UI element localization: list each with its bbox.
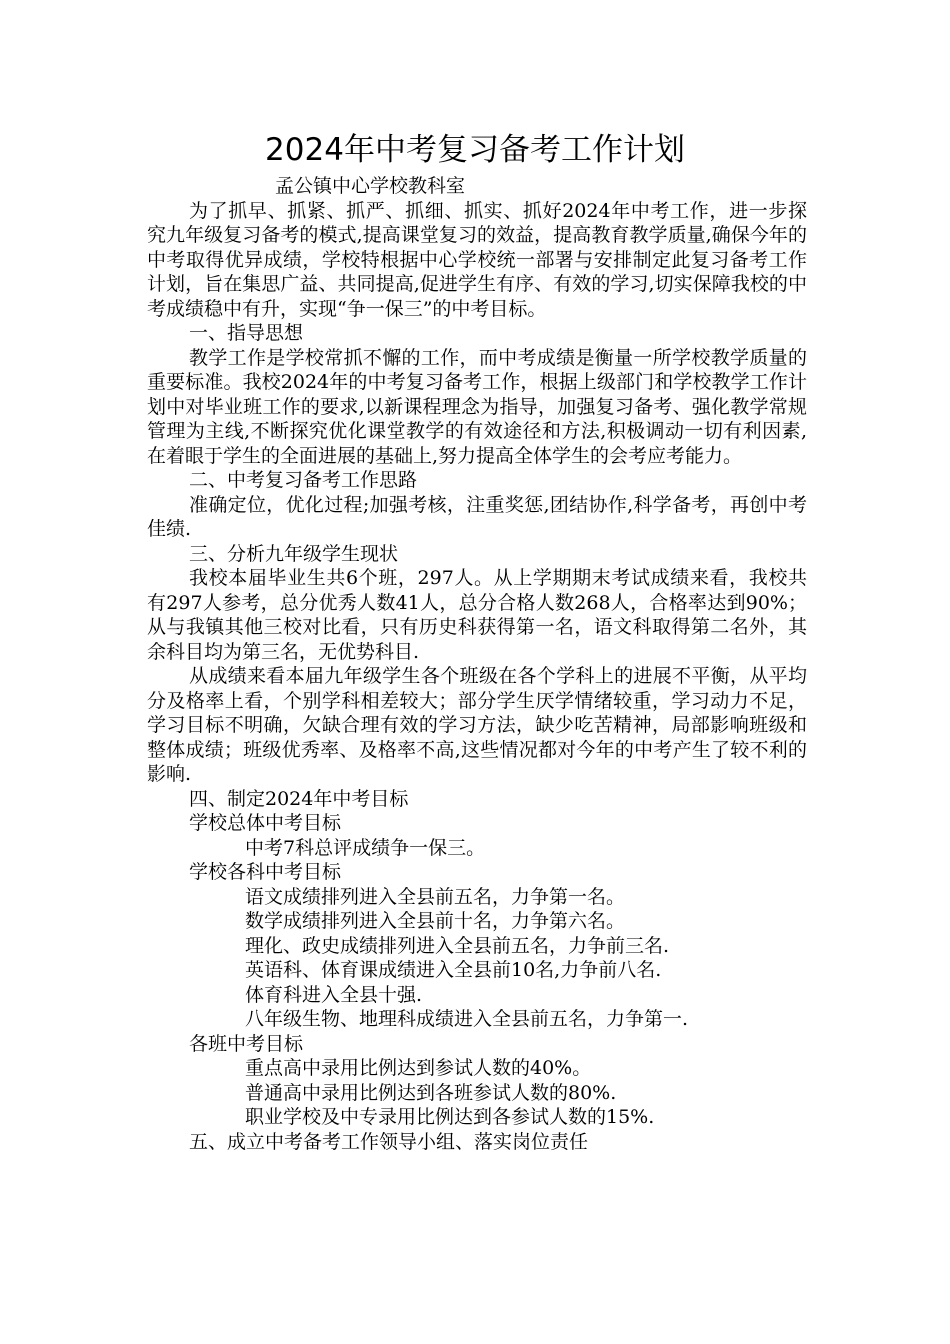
section-heading-work-approach: 二、中考复习备考工作思路	[189, 469, 418, 491]
guiding-ideology-paragraph: 教学工作是学校常抓不懈的工作，而中考成绩是衡量一所学校教学质量的重要标准。我校2024年的中考复习备考工作，根据上级部门和学校教学工作计划中对毕业班工作的要求,以新课程理念为指导，加强复习备考、强化教学常规管理为主线,不断探究优化课堂教学的有效途径和方法,积极调动一切有利因素,在着眼于学生的全面进展的基础上,努力提高全体学生的会考应考能力。	[147, 346, 807, 467]
section-heading-exam-goals: 四、制定2024年中考目标	[189, 787, 409, 810]
student-analysis-paragraph-1: 我校本届毕业生共6个班，297人。从上学期期末考试成绩来看，我校共有297人参考，总分优秀人数41人，总分合格人数268人，合格率达到90%；从与我镇其他三校对比看，只有历史科获得第一名，语文科取得第二名外，其余科目均为第三名，无优势科目.	[147, 567, 807, 663]
section-heading-guiding-ideology: 一、指导思想	[189, 322, 304, 344]
subheading-class-goals: 各班中考目标	[189, 1032, 304, 1055]
intro-paragraph: 为了抓早、抓紧、抓严、抓细、抓实、抓好2024年中考工作，进一步探究九年级复习备考的模式,提高课堂复习的效益，提高教育教学质量,确保今年的中考取得优异成绩，学校特根据中心学校统一部署与安排制定此复习备考工作计划，旨在集思广益、共同提高,促进学生有序、有效的学习,切实保障我校的中考成绩稳中有升，实现“争一保三”的中考目标。	[147, 199, 807, 320]
section-heading-leadership-group: 五、成立中考备考工作领导小组、落实岗位责任	[189, 1130, 589, 1153]
work-approach-paragraph: 准确定位，优化过程;加强考核，注重奖惩,团结协作,科学备考，再创中考佳绩.	[147, 493, 807, 540]
subject-goal-item: 理化、政史成绩排列进入全县前五名，力争前三名.	[245, 934, 670, 957]
class-goal-item: 职业学校及中专录用比例达到各参试人数的15%.	[245, 1106, 655, 1128]
document-author: 孟公镇中心学校教科室	[275, 175, 466, 197]
subject-goal-item: 英语科、体育课成绩进入全县前10名,力争前八名.	[245, 959, 662, 981]
section-heading-student-analysis: 三、分析九年级学生现状	[189, 542, 399, 565]
overall-goal-item: 中考7科总评成绩争一保三。	[245, 836, 486, 859]
class-goal-item: 普通高中录用比例达到各班参试人数的80%.	[245, 1081, 617, 1104]
class-goal-item: 重点高中录用比例达到参试人数的40%。	[245, 1057, 592, 1079]
subject-goal-item: 数学成绩排列进入全县前十名，力争第六名。	[245, 910, 626, 932]
document-body	[147, 174, 807, 1154]
document-title: 2024年中考复习备考工作计划	[265, 132, 685, 168]
subject-goal-item: 八年级生物、地理科成绩进入全县前五名，力争第一.	[245, 1008, 689, 1030]
subheading-overall-goal: 学校总体中考目标	[189, 812, 342, 834]
subheading-subject-goals: 学校各科中考目标	[189, 861, 342, 883]
subject-goal-item: 语文成绩排列进入全县前五名，力争第一名。	[245, 885, 626, 908]
student-analysis-paragraph-2: 从成绩来看本届九年级学生各个班级在各个学科上的进展不平衡，从平均分及格率上看，个别学科相差较大；部分学生厌学情绪较重，学习动力不足，学习目标不明确，欠缺合理有效的学习方法，缺少吃苦精神，局部影响班级和整体成绩；班级优秀率、及格率不高,这些情况都对今年的中考产生了较不利的影响.	[147, 665, 807, 785]
subject-goal-item: 体育科进入全县十强.	[245, 983, 423, 1006]
